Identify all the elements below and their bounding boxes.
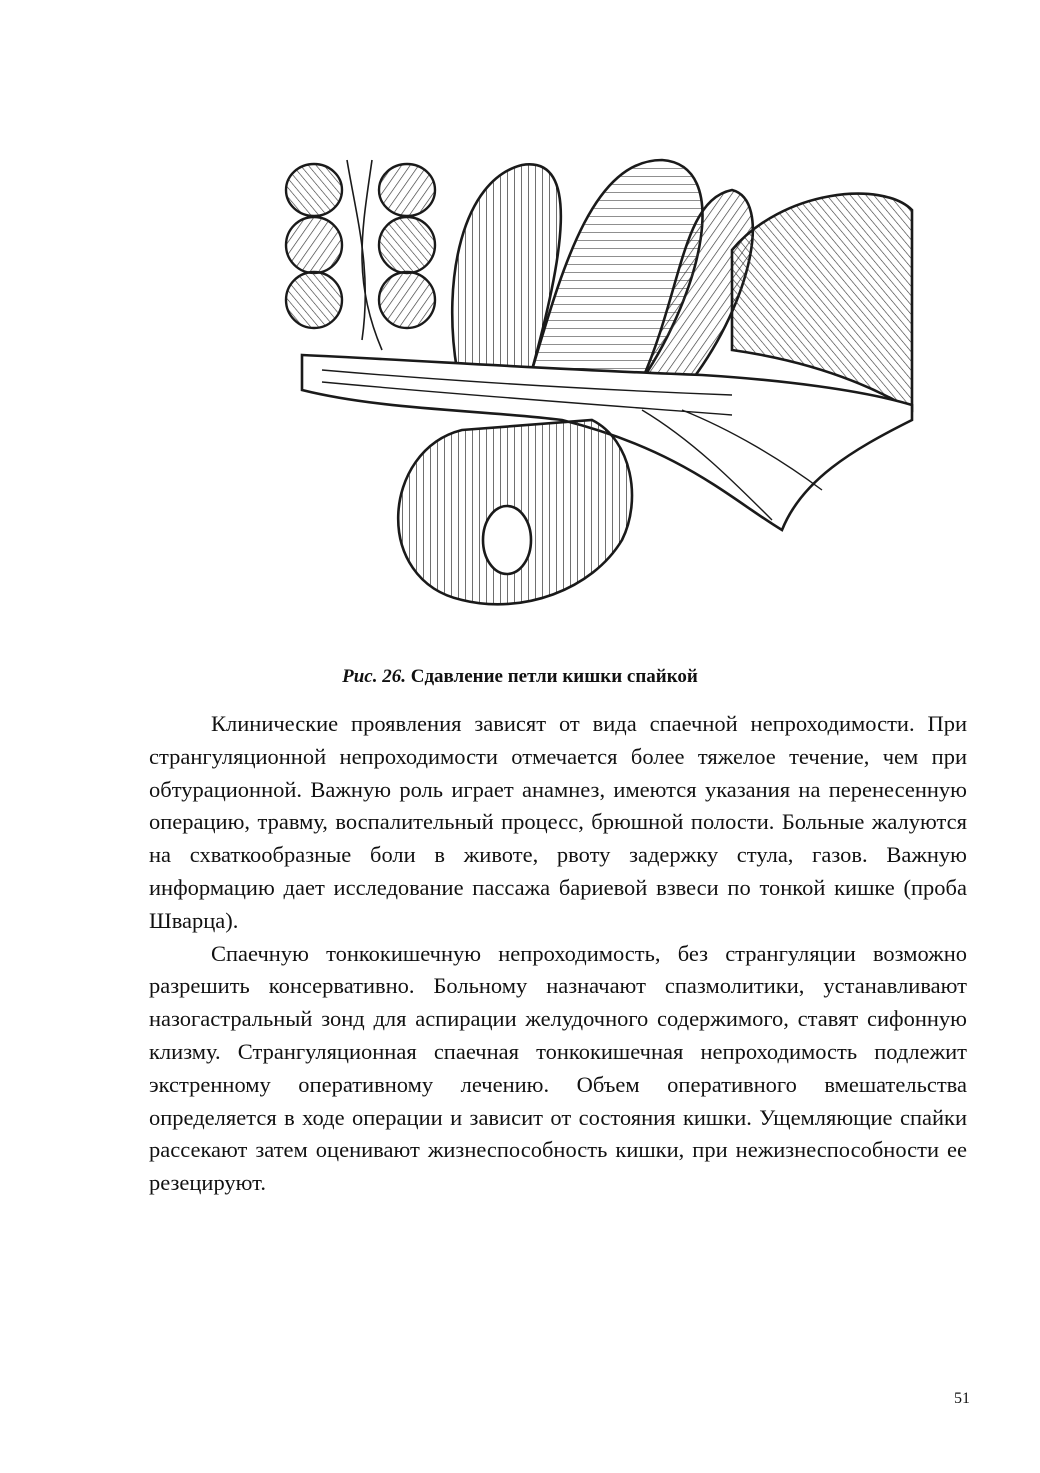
- paragraph-treatment: Спаечную тонкокишечную непроходимость, без странгуляции возможно разрешить консервативно. Больному назначают спазмолитики, устанавливают назогастральный зонд для аспирации желудочного содержимого, ставят сифонную клизму. Странгуляционная спаечная тонкокишечная непроходимость подлежит экстренному оперативному лечению. Объем оперативного вмешательства определяется в ходе операции и зависит от состояния кишки. Ущемляющие спайки рассекают затем оценивают жизнеспособность кишки, при нежизнеспособности ее резецируют.: [149, 940, 967, 1196]
- intestine-adhesion-illustration: [262, 120, 917, 630]
- paragraph-clinical: Клинические проявления зависят от вида спаечной непроходимости. При странгуляционной непроходимости отмечается более тяжелое течение, чем при обтурационной. Важную роль играет анамнез, имеются указания на перенесенную операцию, травму, воспалительный процесс, брюшной полости. Больные жалуются на схваткообразные боли в животе, рвоту задержку стула, газов. Важную информацию дает исследование пассажа бариевой взвеси по тонкой кишке (проба Шварца).: [149, 711, 967, 933]
- colon-segments: [286, 160, 435, 350]
- body-text: [149, 708, 967, 1200]
- figure-caption: [0, 666, 1040, 688]
- figure-number: Рис. 26.: [342, 666, 406, 687]
- page-number: 51: [954, 1390, 970, 1407]
- figure-title: Сдавление петли кишки спайкой: [410, 666, 698, 687]
- compressed-loop: [398, 420, 632, 604]
